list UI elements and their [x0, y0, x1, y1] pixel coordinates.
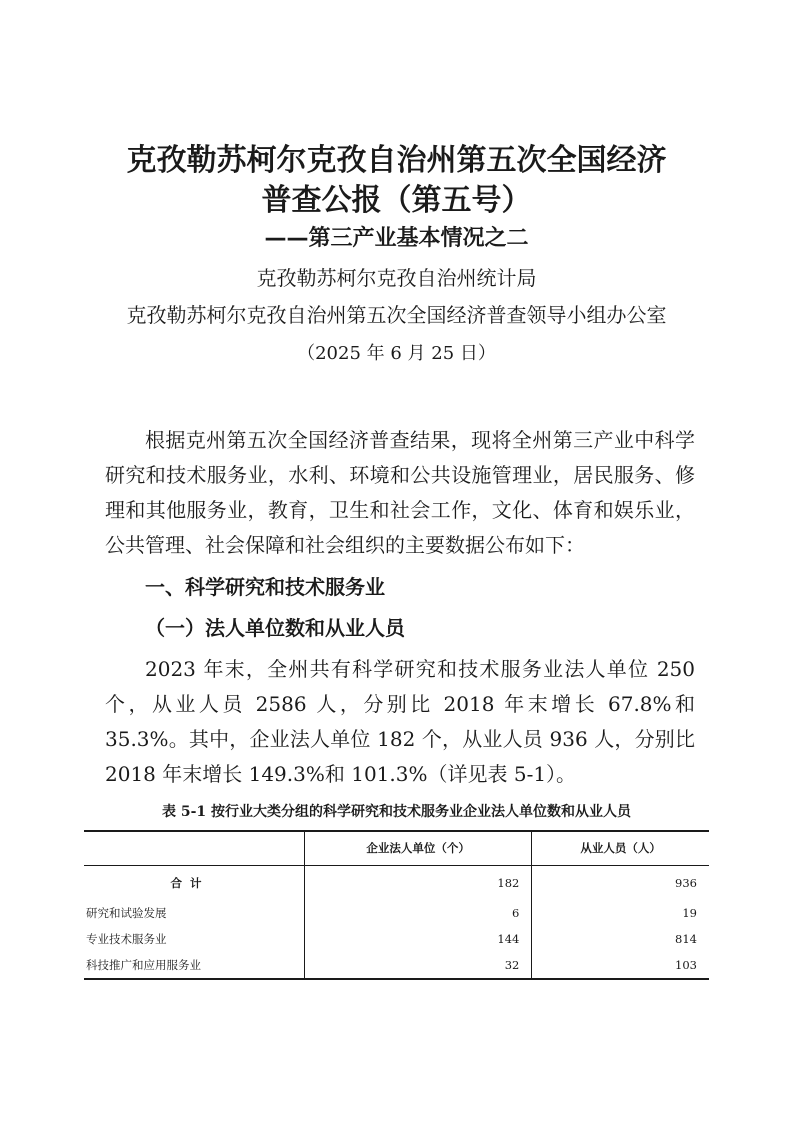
table-row: [84, 952, 709, 979]
row-units: 6: [305, 900, 532, 926]
header-industry: [84, 831, 305, 865]
title-line-2: 普查公报（第五号）: [261, 183, 532, 218]
row-label: 科技推广和应用服务业: [84, 952, 305, 979]
intro-paragraph: 根据克州第五次全国经济普查结果，现将全州第三产业中科学研究和技术服务业，水利、环境和公共设施管理业，居民服务、修理和其他服务业，教育，卫生和社会工作，文化、体育和娱乐业，公共管理、社会保障和社会组织的主要数据公布如下：: [105, 428, 695, 557]
row-units: 144: [305, 926, 532, 952]
header-employees: 从业人员（人）: [532, 831, 709, 865]
row-employees: 103: [532, 952, 709, 979]
total-label: 合计: [170, 875, 210, 890]
issuer-office: 克孜勒苏柯尔克孜自治州第五次全国经济普查领导小组办公室: [126, 303, 667, 327]
row-employees: 19: [682, 905, 697, 920]
row-label: 专业技术服务业: [86, 931, 167, 946]
table-total-row: [84, 865, 709, 900]
row-employees: 814: [675, 931, 697, 946]
body-paragraph: 2023 年末，全州共有科学研究和技术服务业法人单位 250 个，从业人员 2586 人，分别比 2018 年末增长 67.8%和 35.3%。其中，企业法人单位 182 个，从业人员 936 人，分别比 2018 年末增长 149.3%和 101.3%（详见表 5-1）。: [105, 657, 695, 786]
subtitle: ——第三产业基本情况之二: [264, 226, 529, 251]
issuer-bureau: 克孜勒苏柯尔克孜自治州统计局: [256, 266, 537, 290]
section-heading: 一、科学研究和技术服务业: [145, 575, 385, 599]
table-header-row: [84, 831, 709, 865]
table-title: 表 5-1 按行业大类分组的科学研究和技术服务业企业法人单位数和从业人员: [161, 804, 632, 820]
title-line-1: 克孜勒苏柯尔克孜自治州第五次全国经济: [126, 143, 667, 178]
data-table: [84, 830, 709, 980]
table-row: [84, 926, 709, 952]
total-employees: 936: [675, 875, 697, 890]
table-row: [84, 900, 709, 926]
row-units: 32: [305, 952, 532, 979]
header-units: 企业法人单位（个）: [305, 831, 532, 865]
total-units: 182: [305, 865, 532, 900]
subsection-heading: （一）法人单位数和从业人员: [145, 616, 405, 640]
row-label: 研究和试验发展: [86, 905, 167, 920]
publish-date: （2025 年 6 月 25 日）: [297, 343, 496, 364]
